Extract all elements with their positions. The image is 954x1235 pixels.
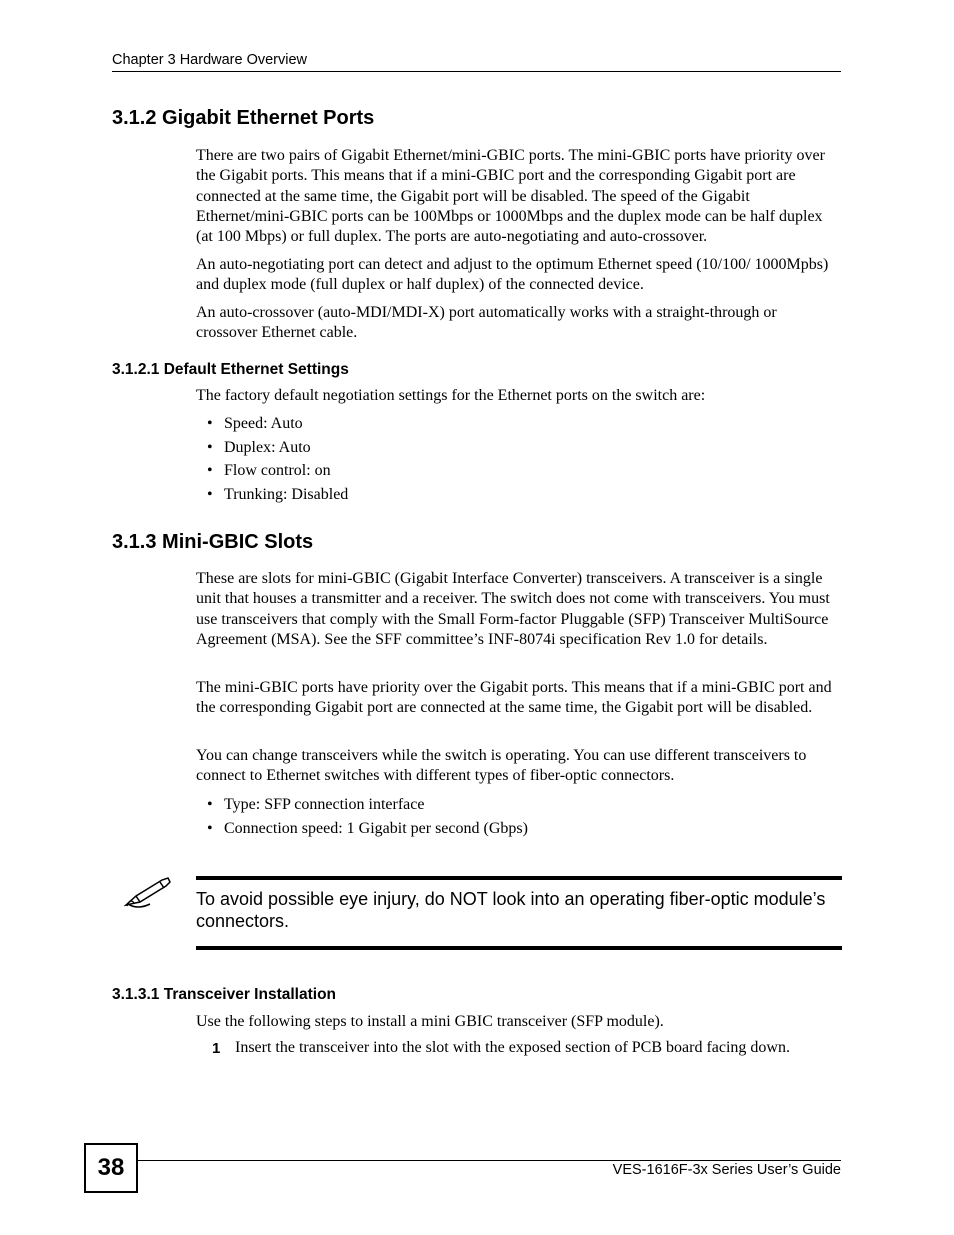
- list-item: • Type: SFP connection interface: [207, 793, 528, 817]
- section-heading-3-1-2: 3.1.2 Gigabit Ethernet Ports: [112, 107, 375, 129]
- paragraph: An auto-negotiating port can detect and adjust to the optimum Ethernet speed (10/100/ 1000Mpbs) and duplex mode (full duplex or half duplex) of the connected device.: [196, 256, 829, 294]
- list-item: • Connection speed: 1 Gigabit per second (Gbps): [207, 817, 528, 841]
- header-rule: [112, 71, 841, 72]
- note-rule-top: [196, 876, 842, 880]
- step-text: Insert the transceiver into the slot with the exposed section of PCB board facing down.: [235, 1039, 790, 1056]
- note-text: To avoid possible eye injury, do NOT look into an operating fiber-optic module’s connectors.: [196, 889, 826, 931]
- bullet-icon: •: [207, 462, 213, 480]
- list-item: • Duplex: Auto: [207, 436, 348, 460]
- section-heading-3-1-3: 3.1.3 Mini-GBIC Slots: [112, 531, 314, 553]
- footer-guide-title: VES-1616F-3x Series User’s Guide: [612, 1162, 841, 1178]
- bullet-icon: •: [207, 485, 213, 503]
- footer-rule: [138, 1160, 841, 1161]
- transceiver-spec-list: [207, 793, 528, 840]
- paragraph: These are slots for mini-GBIC (Gigabit Interface Converter) transceivers. A transceiver is a single unit that houses a transmitter and a receiver. The switch does not come with transceivers. You must use transceivers that comply with the Small Form-factor Pluggable (SFP) Transceiver MultiSource Agreement (MSA). See the SFF committee’s INF-8074i specification Rev 1.0 for details.: [196, 570, 830, 648]
- bullet-icon: •: [207, 819, 213, 837]
- bullet-icon: •: [207, 438, 213, 456]
- list-item: • Trunking: Disabled: [207, 483, 348, 507]
- paragraph: The mini-GBIC ports have priority over the Gigabit ports. This means that if a mini-GBIC port and the corresponding Gigabit port are connected at the same time, the Gigabit port will be disabled.: [196, 679, 832, 717]
- paragraph: An auto-crossover (auto-MDI/MDI-X) port automatically works with a straight-through or crossover Ethernet cable.: [196, 304, 777, 342]
- subsection-heading-3-1-3-1: 3.1.3.1 Transceiver Installation: [112, 986, 337, 1003]
- list-item: • Speed: Auto: [207, 412, 348, 436]
- bullet-icon: •: [207, 415, 213, 432]
- default-settings-list: [207, 412, 348, 506]
- page-number: 38: [84, 1143, 138, 1193]
- paragraph: Use the following steps to install a mini GBIC transceiver (SFP module).: [196, 1013, 664, 1030]
- paragraph: The factory default negotiation settings for the Ethernet ports on the switch are:: [196, 387, 706, 404]
- running-header: Chapter 3 Hardware Overview: [112, 52, 308, 68]
- list-item: • Flow control: on: [207, 459, 348, 483]
- paragraph: There are two pairs of Gigabit Ethernet/mini-GBIC ports. The mini-GBIC ports have priority over the Gigabit ports. This means that if a mini-GBIC port and the corresponding Gigabit port are connected at the same time, the Gigabit port will be disabled. The speed of the Gigabit Ethernet/mini-GBIC ports can be 100Mbps or 1000Mbps and the duplex mode can be half duplex (at 100 Mbps) or full duplex. The ports are auto-negotiating and auto-crossover.: [196, 147, 825, 246]
- paragraph: You can change transceivers while the switch is operating. You can use different transceivers to connect to Ethernet switches with different types of fiber-optic connectors.: [196, 747, 807, 785]
- subsection-heading-3-1-2-1: 3.1.2.1 Default Ethernet Settings: [112, 361, 349, 378]
- note-pencil-icon: [124, 872, 176, 912]
- bullet-icon: •: [207, 796, 213, 813]
- note-rule-bottom: [196, 946, 842, 950]
- step-number: 1: [212, 1040, 221, 1057]
